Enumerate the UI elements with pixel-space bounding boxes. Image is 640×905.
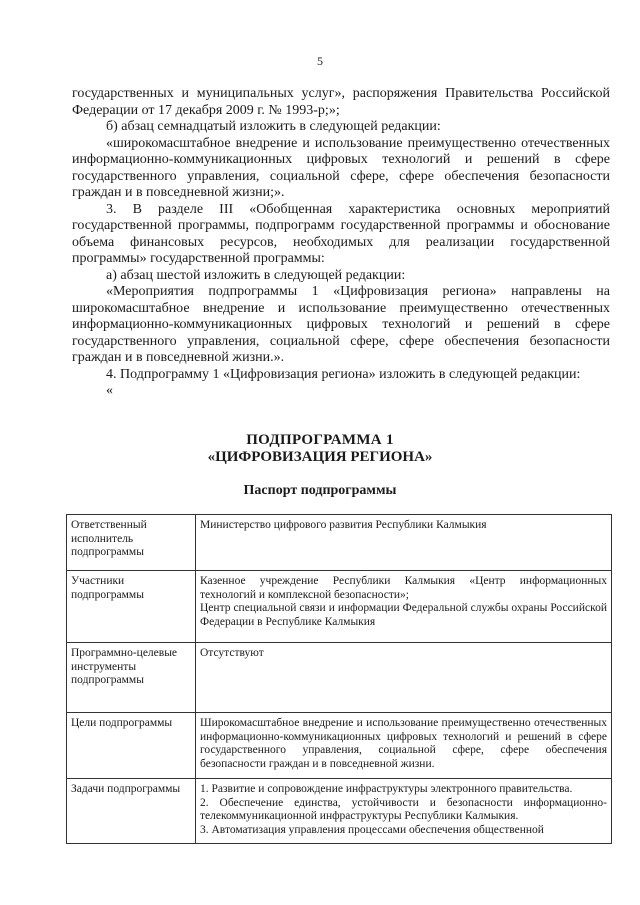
paragraph-section-4: 4. Подпрограмму 1 «Цифровизация региона» изложить в следующей редакции: (106, 366, 581, 382)
task-3: 3. Автоматизация управления процессами обеспечения общественной (200, 823, 544, 836)
participants-label: Участники подпрограммы (67, 571, 196, 643)
instruments-label: Программно-целевые инструменты подпрограммы (67, 643, 196, 713)
table-row (67, 779, 612, 844)
page-number: 5 (317, 54, 323, 68)
opening-quote: « (106, 383, 113, 398)
table-row (67, 643, 612, 713)
subprogram-title: ПОДПРОГРАММА 1 (246, 432, 394, 448)
responsible-label: Ответственный исполнитель подпрограммы (67, 515, 196, 571)
passport-table (66, 514, 612, 844)
paragraph-a: а) абзац шестой изложить в следующей редакции: (106, 267, 406, 283)
responsible-value: Министерство цифрового развития Республики Калмыкия (196, 515, 612, 571)
goals-label: Цели подпрограммы (67, 713, 196, 779)
participant-1: Казенное учреждение Республики Калмыкия «Центр информационных технологий и комплексной безопасности»; (200, 575, 607, 601)
paragraph-continuation: государственных и муниципальных услуг», распоряжения Правительства Российской Федерации от 17 декабря 2009 г. № 1993-р;»; (72, 86, 610, 118)
table-row (67, 571, 612, 643)
participants-value (196, 571, 612, 643)
instruments-value: Отсутствуют (196, 643, 612, 713)
body-text (72, 86, 610, 400)
paragraph-section-3: 3. В разделе III «Обобщенная характеристика основных мероприятий государственной программы, подпрограмм государственной программы и обоснование объема финансовых ресурсов, необходимых для реализации государственной программы» государственной программы: (72, 201, 610, 266)
table-row (67, 515, 612, 571)
passport-heading: Паспорт подпрограммы (243, 483, 397, 498)
subprogram-name: «ЦИФРОВИЗАЦИЯ РЕГИОНА» (207, 449, 433, 465)
task-1: 1. Развитие и сопровождение инфраструктуры электронного правительства. (200, 783, 573, 795)
paragraph-quote-1: «широкомасштабное внедрение и использование преимущественно отечественных информационно-коммуникационных цифровых технологий и решений в сфере государственного управления, социальной сфере, сфере обеспечения безопасности граждан и в повседневной жизни;». (72, 135, 610, 200)
tasks-label: Задачи подпрограммы (67, 779, 196, 844)
task-2: 2. Обеспечение единства, устойчивости и безопасности информационно-телекоммуникационной инфраструктуры Республики Калмыкия. (200, 796, 607, 822)
paragraph-quote-2: «Мероприятия подпрограммы 1 «Цифровизация региона» направлены на широкомасштабное внедрение и использование преимущественно отечественных информационно-коммуникационных цифровых технологий и решений в сфере государственного управления, социальной сфере, сфере обеспечения безопасности граждан и в повседневной жизни.». (72, 284, 610, 365)
paragraph-b: б) абзац семнадцатый изложить в следующей редакции: (106, 119, 441, 134)
tasks-value (196, 779, 612, 844)
goals-value: Широкомасштабное внедрение и использование преимущественно отечественных информационно-коммуникационных цифровых технологий и решений в сфере государственного управления, социальной сфере, сфере обеспечения безопасности граждан и в повседневной жизни. (196, 713, 612, 779)
participant-2: Центр специальной связи и информации Федеральной службы охраны Российской Федерации в Республике Калмыкия (200, 602, 607, 628)
table-row (67, 713, 612, 779)
